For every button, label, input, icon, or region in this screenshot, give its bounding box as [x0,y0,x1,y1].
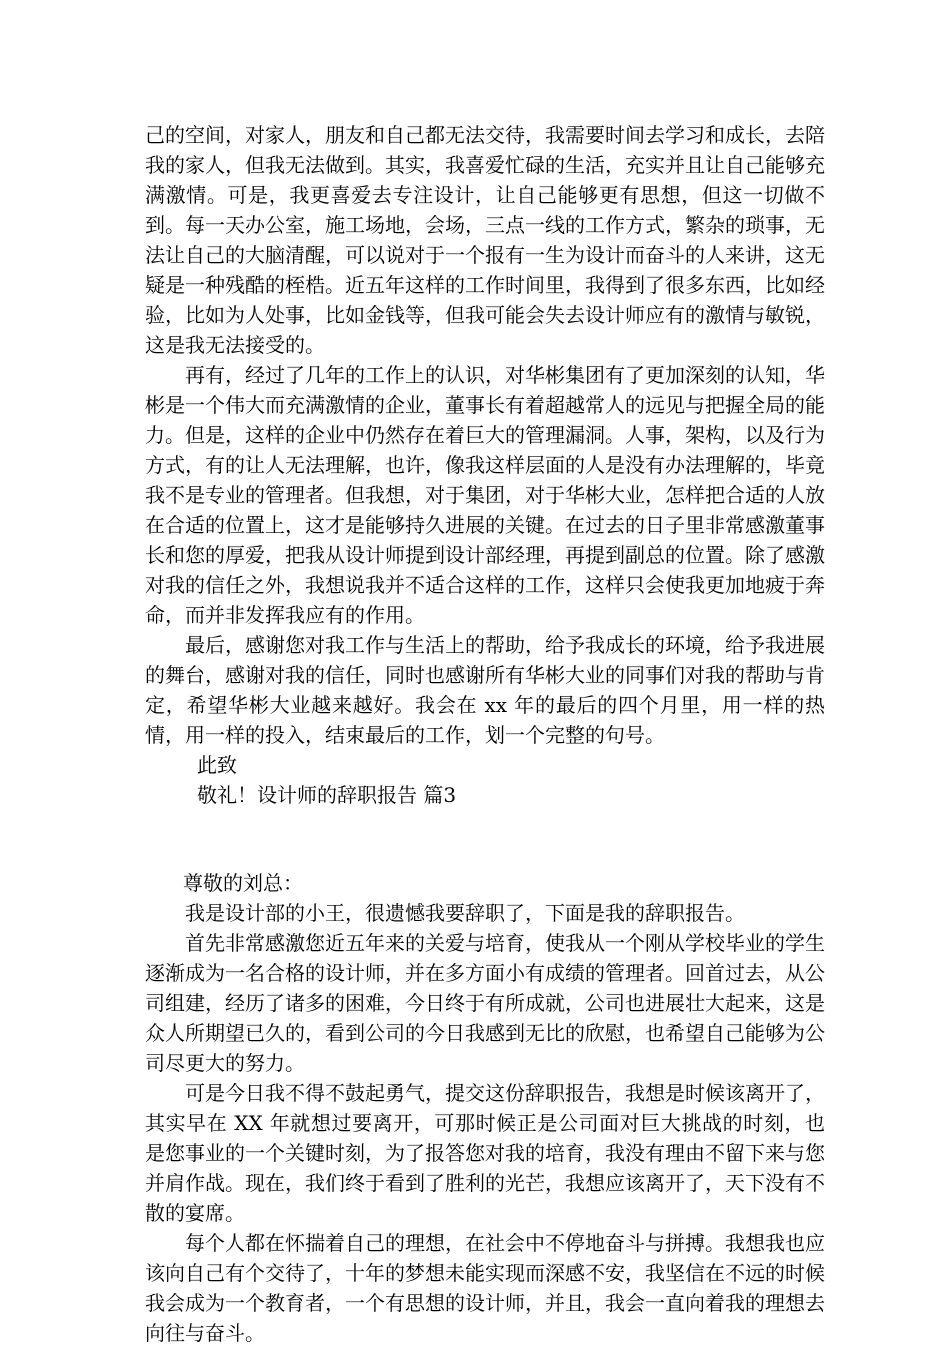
paragraph-management-issues: 再有，经过了几年的工作上的认识，对华彬集团有了更加深刻的认知，华彬是一个伟大而充满激情的企业，董事长有着超越常人的远见与把握全局的能力。但是，这样的企业中仍然存在着巨大的管理漏洞。人事，架构，以及行为方式，有的让人无法理解，也许，像我这样层面的人是没有办法理解的，毕竟我不是专业的管理者。但我想，对于集团，对于华彬大业，怎样把合适的人放在合适的位置上，这才是能够持久进展的关键。在过去的日子里非常感激董事长和您的厚爱，把我从设计师提到设计部经理，再提到副总的位置。除了感激对我的信任之外，我想说我并不适合这样的工作，这样只会使我更加地疲于奔命，而并非发挥我应有的作用。 [145,363,825,627]
paragraph-gratitude: 首先非常感激您近五年来的关爱与培育，使我从一个刚从学校毕业的学生逐渐成为一名合格的设计师，并在多方面小有成绩的管理者。回首过去，从公司组建，经历了诸多的困难，今日终于有所成就，公司也进展壮大起来，这是众人所期望已久的，看到公司的今日我感到无比的欣慰，也希望自己能够为公司尽更大的努力。 [145,931,825,1075]
paragraph-ideals: 每个人都在怀揣着自己的理想，在社会中不停地奋斗与拼搏。我想我也应该向自己有个交待了，十年的梦想未能实现而深感不安，我坚信在不远的时候我会成为一个教育者，一个有思想的设计师，并且，我会一直向着我的理想去向往与奋斗。 [145,1231,825,1345]
section-gap [145,810,825,868]
document-page [145,120,825,1348]
salutation: 尊敬的刘总： [183,871,303,895]
paragraph-decision: 可是今日我不得不鼓起勇气，提交这份辞职报告，我想是时候该离开了，其实早在 XX 年就想过要离开，可那时候正是公司面对巨大挑战的时刻，也是您事业的一个关键时刻，为了报答您对我的培育，我没有理由不留下来与您并肩作战。现在，我们终于看到了胜利的光芒，我想应该离开了，天下没有不散的宴席。 [145,1081,825,1225]
closing-cizhi: 此致 [197,753,237,777]
paragraph-thanks: 最后，感谢您对我工作与生活上的帮助，给予我成长的环境，给予我进展的舞台，感谢对我的信任，同时也感谢所有华彬大业的同事们对我的帮助与肯定，希望华彬大业越来越好。我会在 xx 年的最后的四个月里，用一样的热情，用一样的投入，结束最后的工作，划一个完整的句号。 [145,633,825,747]
paragraph-continuation: 己的空间，对家人，朋友和自己都无法交待，我需要时间去学习和成长，去陪我的家人，但我无法做到。其实，我喜爱忙碌的生活，充实并且让自己能够充满激情。可是，我更喜爱去专注设计，让自己能够更有思想，但这一切做不到。每一天办公室，施工场地，会场，三点一线的工作方式，繁杂的琐事，无法让自己的大脑清醒，可以说对于一个报有一生为设计而奋斗的人来讲，这无疑是一种残酷的桎梏。近五年这样的工作时间里，我得到了很多东西，比如经验，比如为人处事，比如金钱等，但我可能会失去设计师应有的激情与敏锐，这是我无法接受的。 [145,123,825,357]
closing-jingli-heading: 敬礼！设计师的辞职报告 篇3 [197,783,457,807]
paragraph-intro: 我是设计部的小王，很遗憾我要辞职了，下面是我的辞职报告。 [185,901,745,925]
